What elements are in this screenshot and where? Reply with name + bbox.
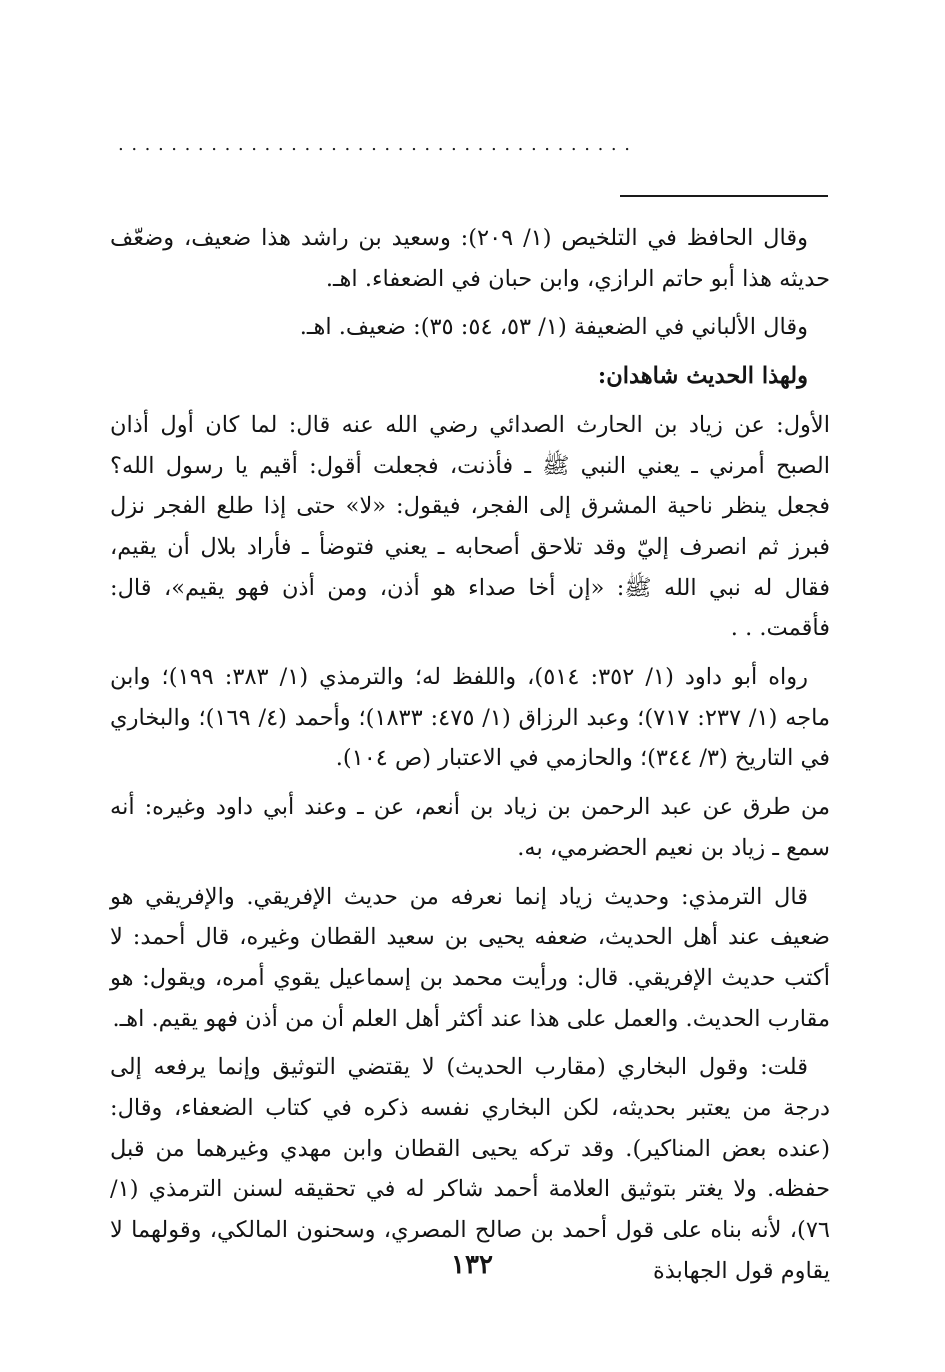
- paragraph-author-comment: قلت: وقول البخاري (مقارب الحديث) لا يقتضي التوثيق وإنما يرفعه إلى درجة من يعتبر بحديثه، لكن البخاري نفسه ذكره في كتاب الضعفاء، وقال: (عنده بعض المناكير). وقد تركه يحيى القطان وابن مهدي وغيرهما من قبل حفظه. ولا يغتر بتوثيق العلامة أحمد شاكر له في تحقيقه لسنن الترمذي (١/ ٧٦)، لأنه بناه على قول أحمد بن صالح المصري، وسحنون المالكي، وقولهما لا يقاوم قول الجهابذة: [110, 1054, 830, 1284]
- separator-dots: .......................................: [118, 138, 638, 152]
- paragraph-narrators: رواه أبو داود (١/ ٣٥٢: ٥١٤)، واللفظ له؛ والترمذي (١/ ٣٨٣: ١٩٩)؛ وابن ماجه (١/ ٢٣٧: ٧١٧)؛ وعبد الرزاق (١/ ٤٧٥: ١٨٣٣)؛ وأحمد (٤/ ١٦٩)؛ والبخاري في التاريخ (٣/ ٣٤٤)؛ والحازمي في الاعتبار (ص ١٠٤).: [110, 664, 831, 772]
- paragraph-chains: من طرق عن عبد الرحمن بن زياد بن أنعم، عن ـ وعند أبي داود وغيره: أنه سمع ـ زياد بن نعيم الحضرمي، به.: [110, 794, 830, 861]
- paragraph-albani-daifa: وقال الألباني في الضعيفة (١/ ٥٣، ٥٤: ٣٥): ضعيف. اهـ.: [299, 314, 808, 341]
- paragraph-two-witnesses: ولهذا الحديث شاهدان:: [597, 363, 808, 390]
- page-number: ١٣٢: [451, 1250, 493, 1280]
- paragraph-hafiz-talkhis: وقال الحافظ في التلخيص (١/ ٢٠٩): وسعيد بن راشد هذا ضعيف، وضعّف حديثه هذا أبو حاتم الرازي، وابن حبان في الضعفاء. اهـ.: [110, 225, 830, 292]
- paragraph-first-witness: الأول: عن زياد بن الحارث الصدائي رضي الله عنه قال: لما كان أول أذان الصبح أمرني ـ يعني النبي ﷺ ـ فأذنت، فجعلت أقول: أقيم يا رسول الله؟ فجعل ينظر ناحية المشرق إلى الفجر، فيقول: «لا» حتى إذا طلع الفجر نزل فبرز ثم انصرف إليّ وقد تلاحق أصحابه ـ يعني فتوضأ ـ فأراد بلال أن يقيم، فقال له نبي الله ﷺ: «إن أخا صداء هو أذن، ومن أذن فهو يقيم»، قال: فأقمت. . .: [110, 411, 830, 642]
- footnote-rule: [620, 195, 828, 197]
- paragraph-tirmidhi: قال الترمذي: وحديث زياد إنما نعرفه من حديث الإفريقي. والإفريقي هو ضعيف عند أهل الحديث، ضعفه يحيى بن سعيد القطان وغيره، قال أحمد: لا أكتب حديث الإفريقي. قال: ورأيت محمد بن إسماعيل يقوي أمره، ويقول: هو مقارب الحديث. والعمل على هذا عند أكثر أهل العلم أن من أذن فهو يقيم. اهـ.: [110, 883, 830, 1032]
- page-body: [110, 218, 830, 1292]
